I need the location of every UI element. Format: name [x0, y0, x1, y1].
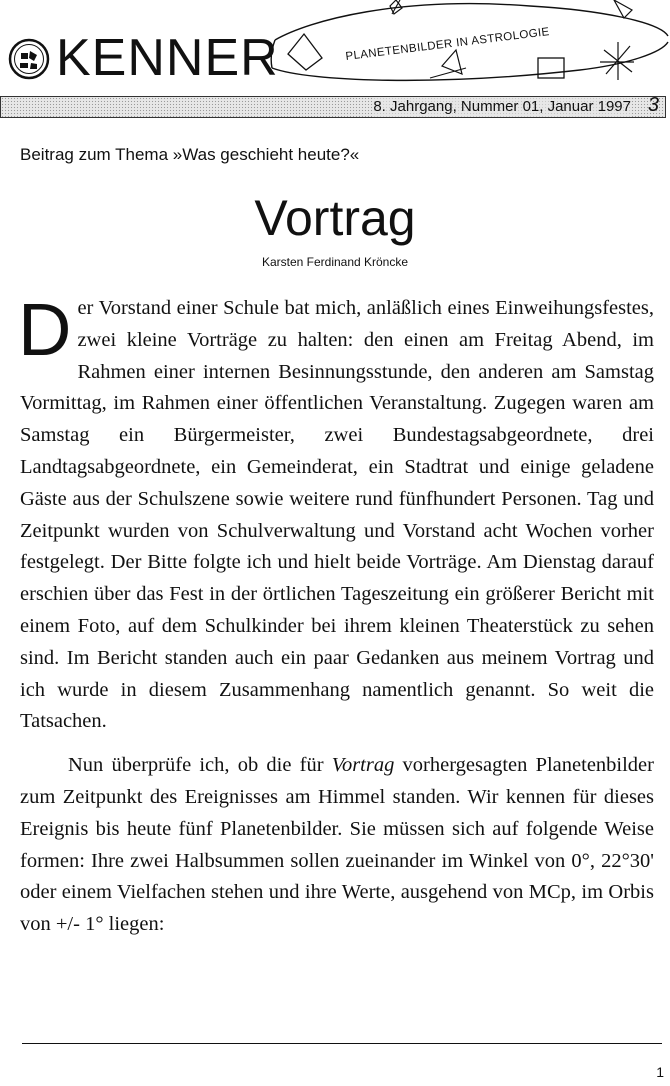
paragraph-2 — [20, 750, 654, 941]
paragraph-2-text-start: Nun überprüfe ich, ob die für — [68, 754, 332, 777]
brand-logo: KENNER — [56, 29, 279, 87]
paragraph-1-text: er Vorstand einer Schule bat mich, anläßlich eines Einweihungsfestes, zwei kleine Vorträge zu halten: den einen am Freitag Abend, im Rahmen einer internen Besinnungsstunde, den anderen am Samstag Vormittag, im Rahmen einer öffentlichen Veranstaltung. Zugegen waren am Samstag ein Bürgermeister, zwei Bundestagsabgeordnete, drei Landtagsabgeordnete, ein Gemeinderat, ein Stadtrat und einige geladene Gäste aus der Schulszene sowie weitere rund fünfhundert Personen. Tag und Zeitpunkt wurden von Schulverwaltung und Vorstand acht Wochen vorher festgelegt. Der Bitte folgte ich und hielt beide Vorträge. Am Dienstag darauf erschien über das Fest in der örtlichen Tageszeitung ein größerer Bericht mit einem Foto, auf dem Schulkinder bei ihrem kleinen Theaterstück zu sehen sind. Im Bericht standen auch ein paar Gedanken aus meinem Vortrag und ich wurde in diesem Zusammenhang namentlich genannt. So weit die Tatsachen. — [20, 297, 654, 733]
issue-info: 8. Jahrgang, Nummer 01, Januar 1997 — [373, 98, 631, 115]
paragraph-2-text-end: vorhergesagten Planetenbilder zum Zeitpunkt des Ereignisses am Himmel standen. Wir kennen für dieses Ereignis bis heute fünf Planetenbilder. Sie müssen sich auf folgende Weise formen: Ihre zwei Halbsummen sollen zueinander im Winkel von 0°, 22°30' oder einem Vielfachen stehen und ihre Werte, ausgehend von MCp, im Orbis von +/- 1° liegen: — [20, 754, 654, 936]
issue-bar — [0, 96, 666, 118]
drop-cap: D — [18, 288, 72, 371]
footer-rule — [22, 1043, 662, 1044]
page-number: 1 — [656, 1064, 664, 1080]
article-title: Vortrag — [254, 190, 416, 246]
article-body — [18, 288, 654, 941]
astrology-banner-art — [270, 0, 670, 96]
publisher-seal-icon — [8, 38, 50, 80]
masthead — [0, 0, 670, 125]
issue-mark: 3 — [647, 94, 659, 116]
paragraph-1 — [18, 288, 654, 738]
banner-text: PLANETENBILDER IN ASTROLOGIE — [344, 26, 551, 63]
article-kicker: Beitrag zum Thema »Was geschieht heute?« — [20, 145, 360, 164]
emphasis-vortrag: Vortrag — [331, 754, 395, 777]
article-author: Karsten Ferdinand Kröncke — [261, 255, 409, 269]
